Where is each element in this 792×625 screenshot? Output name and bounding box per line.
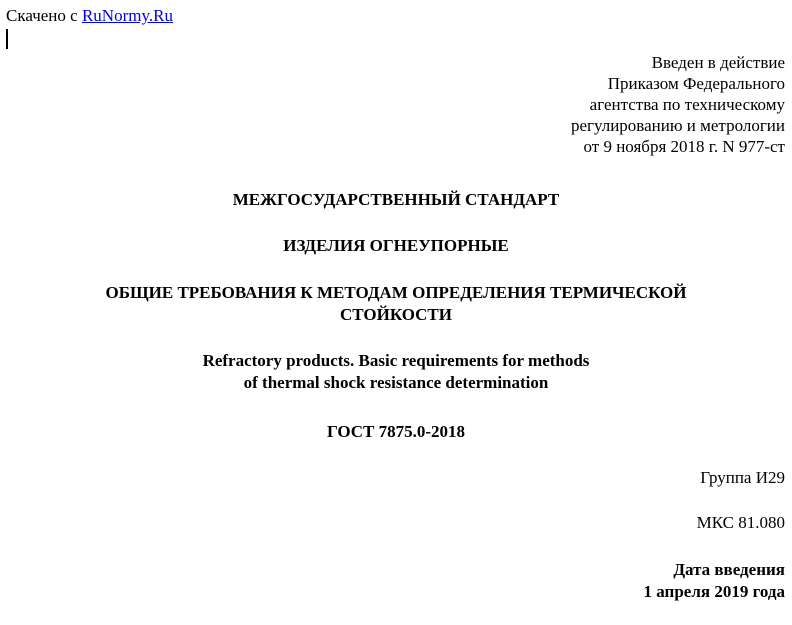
title-line: ОБЩИЕ ТРЕБОВАНИЯ К МЕТОДАМ ОПРЕДЕЛЕНИЯ ТЕРМИЧЕСКОЙ (105, 283, 687, 302)
standard-code: ГОСТ 7875.0-2018 (326, 422, 466, 441)
source-line (6, 6, 173, 26)
enactment-line: Введен в действие (651, 53, 785, 72)
product-heading: ИЗДЕЛИЯ ОГНЕУПОРНЫЕ (283, 236, 509, 255)
document-title (0, 282, 792, 326)
title-line: СТОЙКОСТИ (339, 305, 452, 324)
english-title (0, 350, 792, 394)
enactment-line: Приказом Федерального (607, 74, 785, 93)
mks-code: МКС 81.080 (696, 513, 785, 532)
text-cursor (6, 29, 8, 49)
standard-type-heading: МЕЖГОСУДАРСТВЕННЫЙ СТАНДАРТ (232, 190, 560, 209)
group-code: Группа И29 (700, 468, 785, 487)
source-prefix: Скачено с (6, 6, 82, 25)
enactment-line: от 9 ноября 2018 г. N 977-ст (583, 137, 785, 156)
enactment-line: регулированию и метрологии (570, 116, 785, 135)
introduction-date-label: Дата введения (673, 560, 785, 579)
enactment-block (385, 52, 785, 157)
english-title-line: of thermal shock resistance determination (243, 373, 549, 392)
introduction-date-value: 1 апреля 2019 года (643, 582, 785, 601)
source-link[interactable]: RuNormy.Ru (81, 6, 173, 25)
english-title-line: Refractory products. Basic requirements for methods (202, 351, 590, 370)
enactment-line: агентства по техническому (589, 95, 785, 114)
